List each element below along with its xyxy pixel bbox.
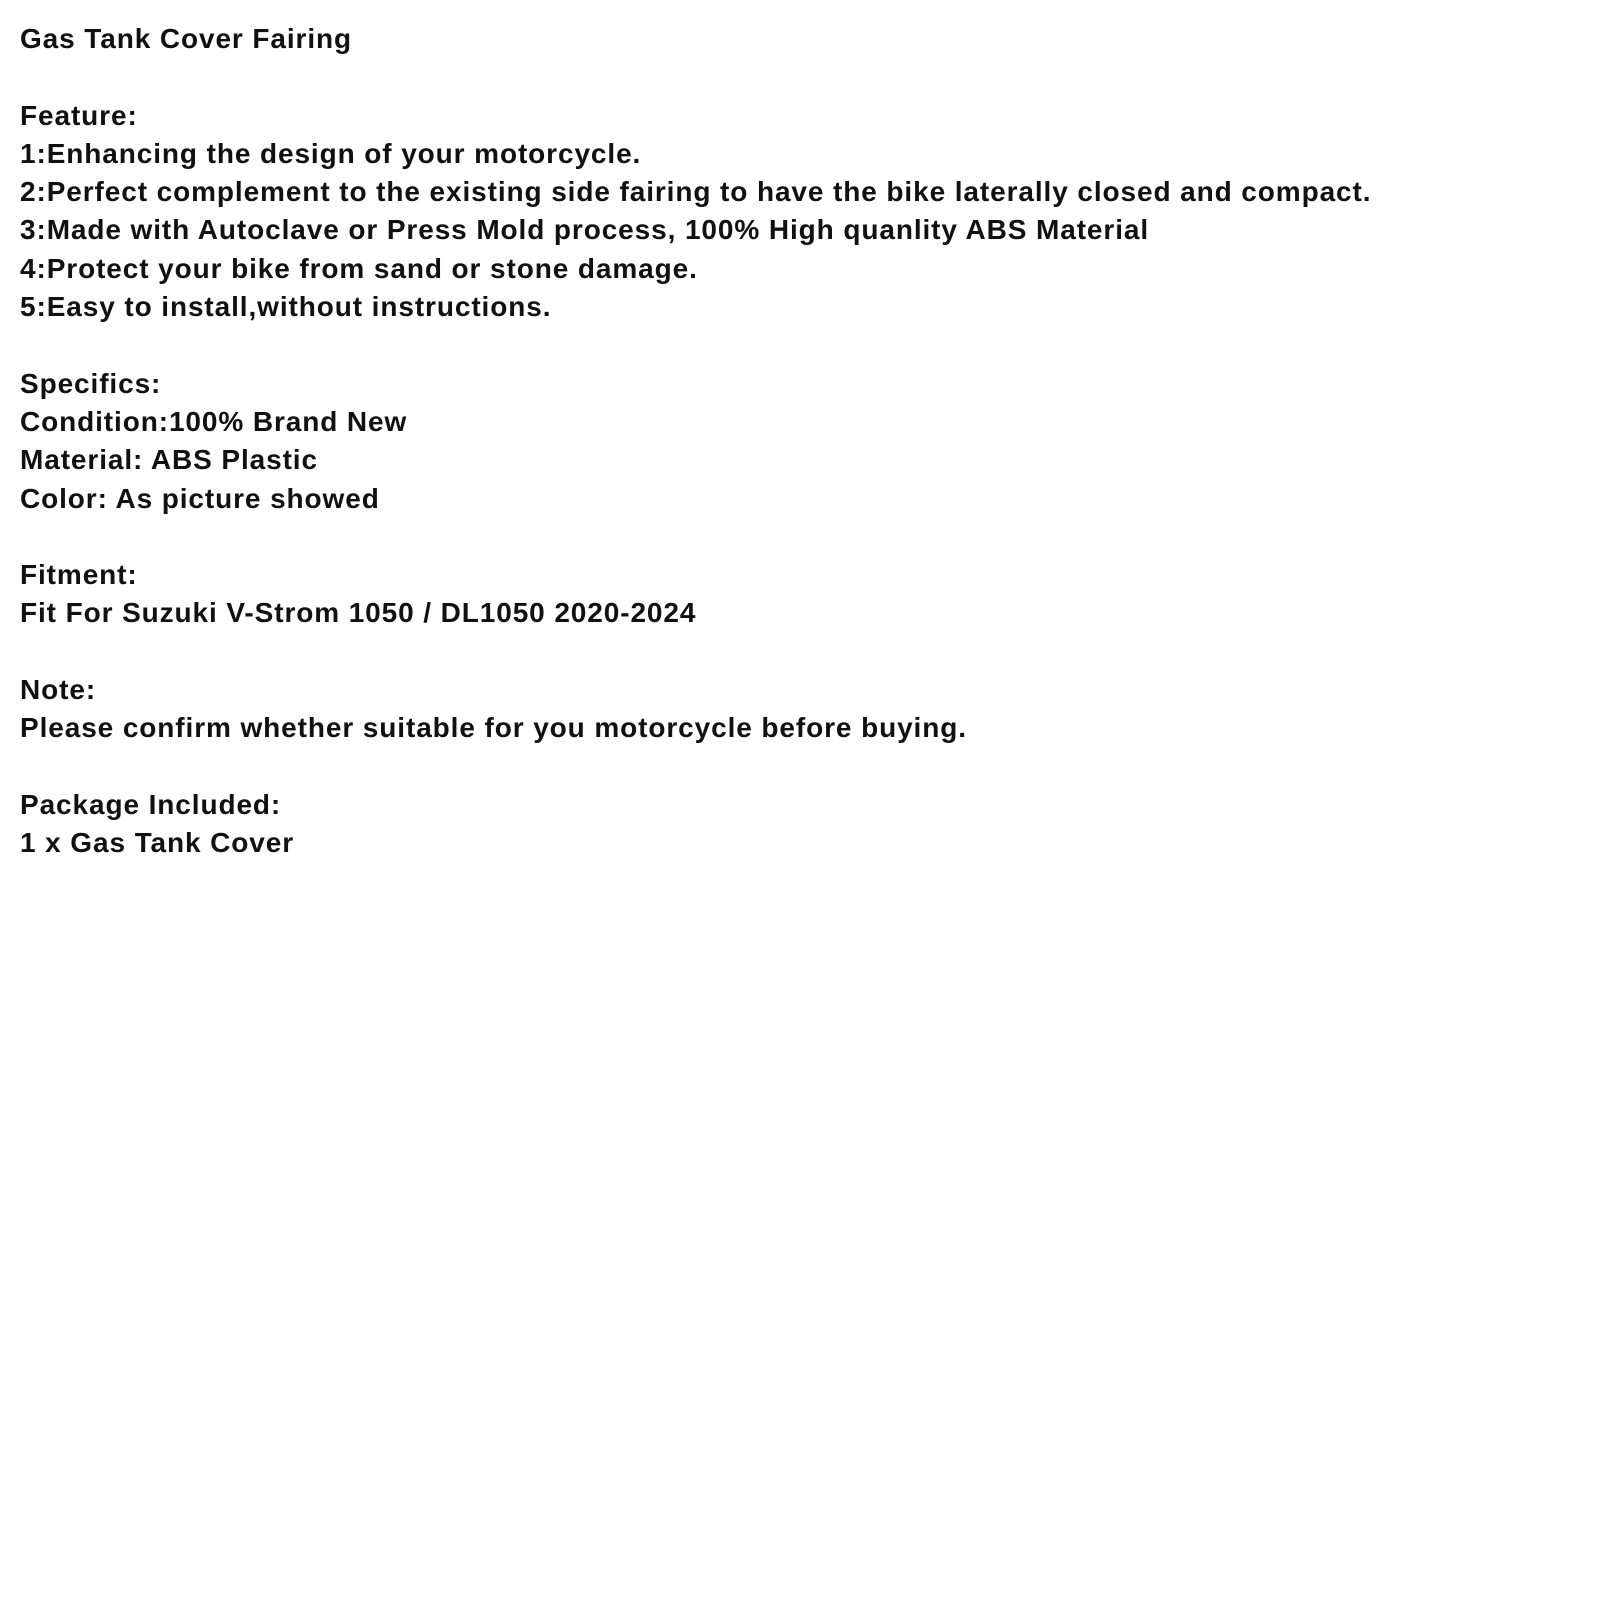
specifics-item: Color: As picture showed (20, 482, 380, 514)
spacer (20, 748, 1580, 786)
specifics-item: Condition:100% Brand New (20, 405, 408, 437)
specifics-heading: Specifics: (20, 367, 162, 399)
feature-item: 4:Protect your bike from sand or stone damage. (20, 252, 698, 284)
fitment-item: Fit For Suzuki V-Strom 1050 / DL1050 2020-2024 (20, 597, 697, 629)
specifics-item: Material: ABS Plastic (20, 444, 318, 476)
feature-section (20, 97, 1580, 327)
specifics-section (20, 365, 1580, 518)
package-heading: Package Included: (20, 788, 282, 820)
feature-item: 5:Easy to install,without instructions. (20, 291, 552, 323)
fitment-heading: Fitment: (20, 559, 138, 591)
package-section (20, 786, 1580, 863)
page-title: Gas Tank Cover Fairing (20, 23, 353, 54)
feature-item: 2:Perfect complement to the existing side fairing to have the bike laterally closed and compact. (20, 176, 1372, 208)
note-item: Please confirm whether suitable for you motorcycle before buying. (20, 712, 967, 744)
note-heading: Note: (20, 674, 97, 706)
feature-heading: Feature: (20, 99, 138, 131)
spacer (20, 518, 1580, 556)
fitment-section (20, 556, 1580, 633)
spacer (20, 633, 1580, 671)
note-section (20, 671, 1580, 748)
feature-item: 1:Enhancing the design of your motorcycle. (20, 137, 642, 169)
spacer (20, 326, 1580, 364)
feature-item: 3:Made with Autoclave or Press Mold process, 100% High quanlity ABS Material (20, 214, 1150, 246)
package-item: 1 x Gas Tank Cover (20, 827, 295, 859)
spacer (20, 58, 1580, 96)
